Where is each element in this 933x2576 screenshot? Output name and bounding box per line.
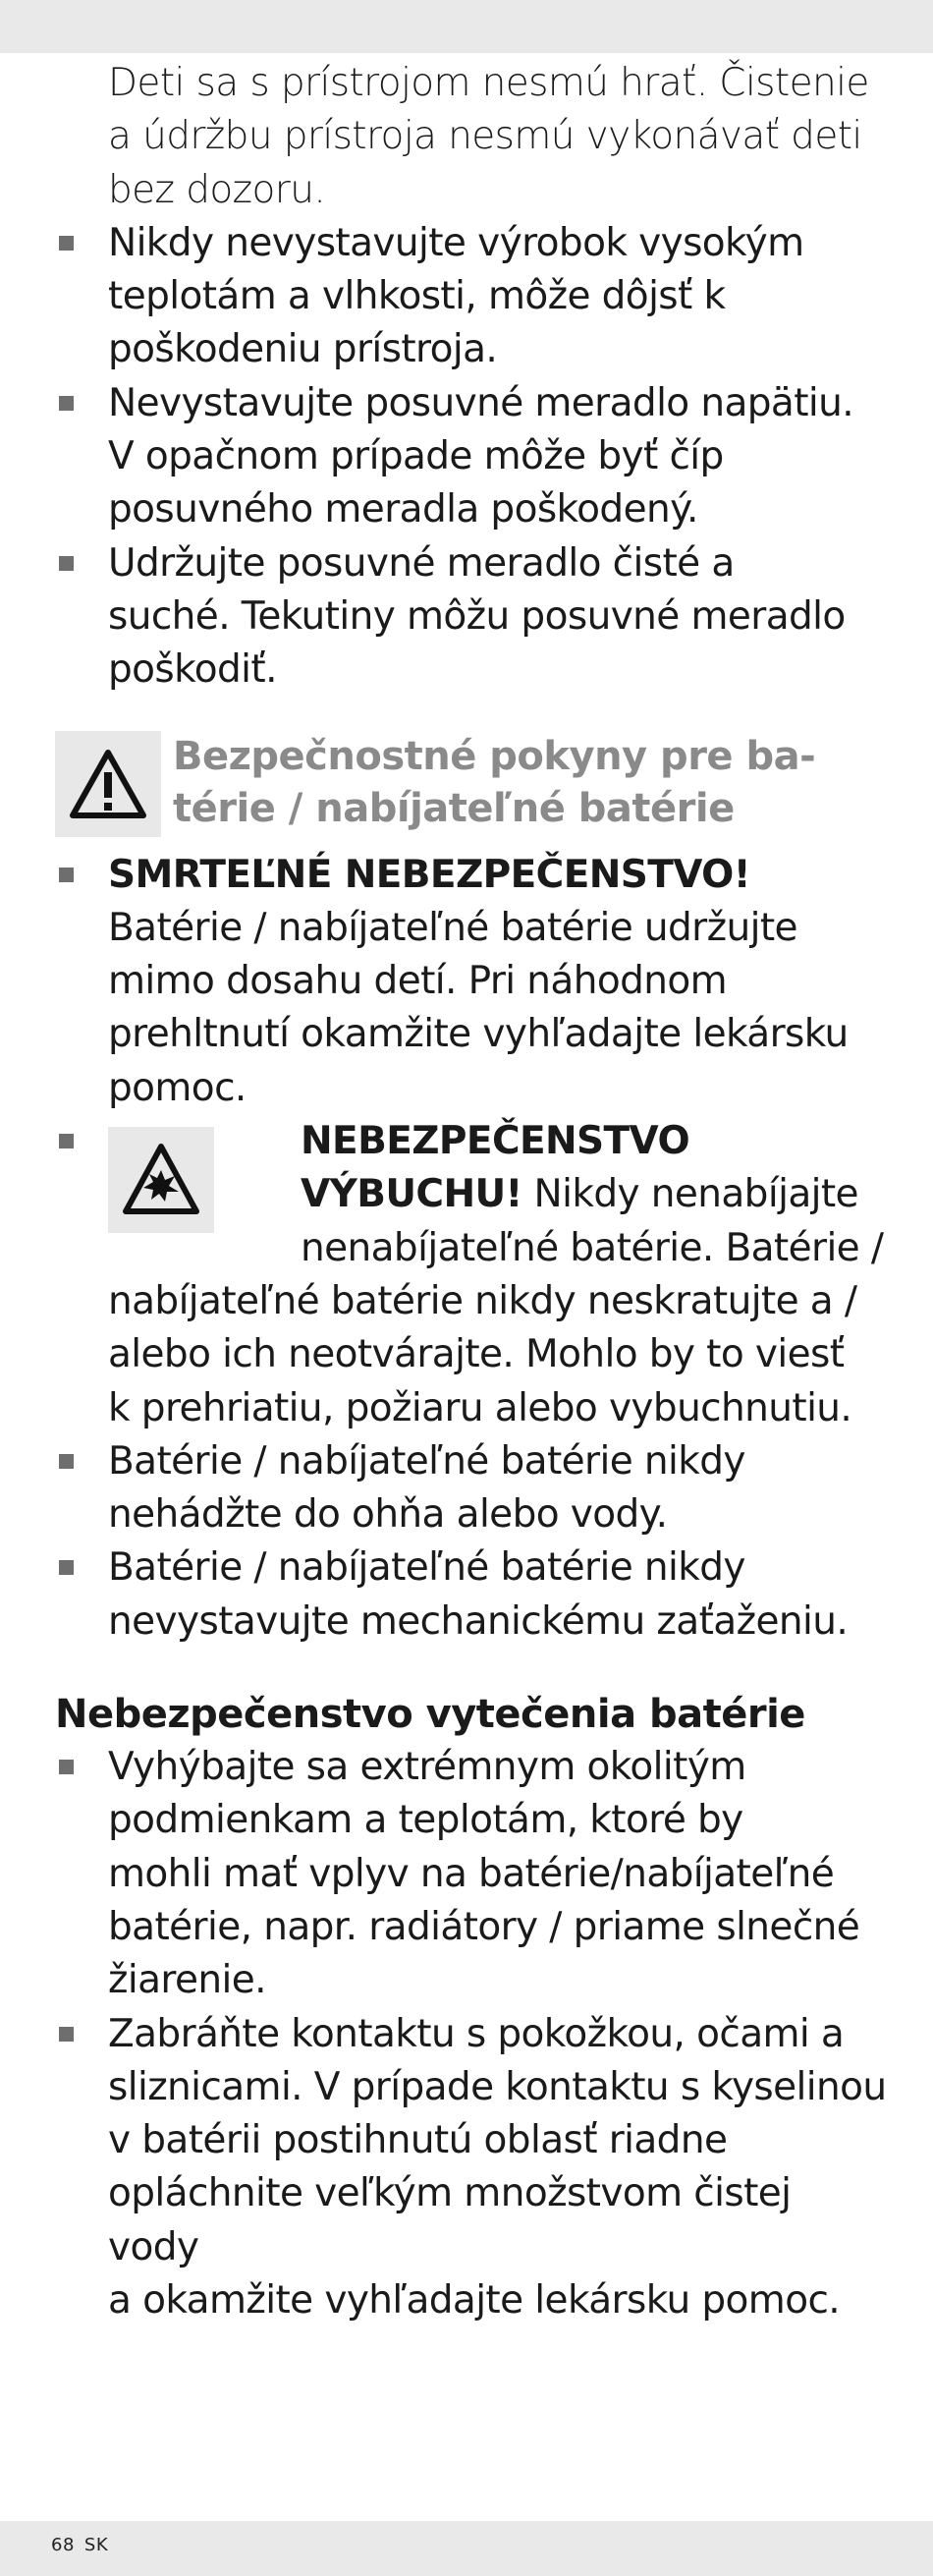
heading-line: térie / nabíjateľné batérie	[173, 785, 735, 831]
bullet-square-icon	[59, 1760, 74, 1774]
text-line: žiarenie.	[108, 1958, 266, 2003]
text-line: poškodiť.	[108, 647, 277, 693]
top-band	[0, 0, 933, 53]
document-content	[55, 57, 888, 2327]
bullet-square-icon	[59, 868, 74, 882]
text-line: Deti sa s prístrojom nesmú hrať. Čistenie	[108, 61, 869, 105]
list-item	[55, 537, 888, 698]
text-line: podmienkam a teplotám, ktoré by	[108, 1798, 743, 1843]
text-line: teplotám a vlhkosti, môže dôjsť k	[108, 274, 726, 319]
text-line: nabíjateľné batérie nikdy neskratujte a /	[108, 1278, 857, 1323]
text-line: Batérie / nabíjateľné batérie udržujte	[108, 905, 797, 950]
text-line: batérie, napr. radiátory / priame slnečné	[108, 1904, 860, 1949]
text-line: prehltnutí okamžite vyhľadajte lekársku	[108, 1012, 849, 1057]
text-line: suché. Tekutiny môžu posuvné meradlo	[108, 593, 846, 639]
list-item	[55, 217, 888, 377]
page-footer	[51, 2535, 118, 2555]
page-number: 68	[51, 2535, 75, 2555]
text-line: mimo dosahu detí. Pri náhodnom	[108, 959, 728, 1004]
heading-line: Bezpečnostné pokyny pre ba-	[173, 733, 816, 779]
danger-label: VÝBUCHU!	[301, 1172, 522, 1217]
text-line: Zabráňte kontaktu s pokožkou, očami a	[108, 2011, 845, 2056]
bullet-square-icon	[59, 1560, 74, 1575]
list-item	[55, 1541, 888, 1649]
text-line: Nikdy nevystavujte výrobok vysokým	[108, 220, 804, 265]
list-item	[55, 377, 888, 537]
text-line: Nevystavujte posuvné meradlo napätiu.	[108, 380, 854, 425]
list-item	[55, 1115, 888, 1435]
text-line: mohli mať vplyv na batérie/nabíjateľné	[108, 1851, 835, 1896]
text-line: Batérie / nabíjateľné batérie nikdy	[108, 1545, 745, 1591]
text-line: V opačnom prípade môže byť číp	[108, 434, 724, 479]
section-heading: Nebezpečenstvo vytečenia batérie	[55, 1692, 805, 1738]
text-line: Vyhýbajte sa extrémnym okolitým	[108, 1745, 746, 1790]
text-line: alebo ich neotvárajte. Mohlo by to viesť	[108, 1332, 845, 1377]
bottom-band	[0, 2521, 933, 2576]
bullet-square-icon	[59, 1454, 74, 1469]
text-line: k prehriatiu, požiaru alebo vybuchnutiu.	[108, 1385, 852, 1430]
text-line: a údržbu prístroja nesmú vykonávať deti	[108, 114, 862, 159]
text-line: posuvného meradla poškodený.	[108, 487, 698, 532]
warning-triangle-icon	[55, 731, 161, 837]
language-code: SK	[83, 2535, 109, 2555]
bullet-square-icon	[59, 1134, 74, 1148]
section-heading	[173, 731, 900, 835]
bullet-square-icon	[59, 2027, 74, 2042]
text-line: bez dozoru.	[108, 167, 326, 212]
text-line: v batérii postihnutú oblasť riadne	[108, 2118, 728, 2163]
intro-paragraph	[55, 57, 888, 217]
text-line: Udržujte posuvné meradlo čisté a	[108, 540, 735, 586]
bullet-square-icon	[59, 236, 74, 251]
text-line: nehádžte do ohňa alebo vody.	[108, 1492, 668, 1538]
list-item	[55, 849, 888, 1115]
list-item	[55, 1741, 888, 2007]
list-item	[55, 1435, 888, 1542]
bullet-square-icon	[59, 396, 74, 411]
text-line: nevystavujte mechanickému zaťaženiu.	[108, 1598, 849, 1644]
danger-label: SMRTEĽNÉ NEBEZPEČENSTVO!	[108, 852, 750, 897]
danger-label: NEBEZPEČENSTVO	[301, 1119, 689, 1164]
text-line: poškodeniu prístroja.	[108, 327, 498, 372]
text-span: Nikdy nenabíjajte	[521, 1172, 858, 1217]
text-line: pomoc.	[108, 1065, 247, 1110]
text-line: sliznicami. V prípade kontaktu s kyselinou	[108, 2064, 887, 2109]
battery-safety-heading	[55, 731, 888, 839]
text-line: nenabíjateľné batérie. Batérie /	[301, 1225, 884, 1270]
bullet-square-icon	[59, 556, 74, 571]
list-item	[55, 2008, 888, 2328]
text-line: opláchnite veľkým množstvom čistej vody	[108, 2171, 792, 2269]
text-line: a okamžite vyhľadajte lekársku pomoc.	[108, 2277, 841, 2323]
explosion-icon	[108, 1127, 214, 1233]
text-line: Batérie / nabíjateľné batérie nikdy	[108, 1438, 745, 1484]
